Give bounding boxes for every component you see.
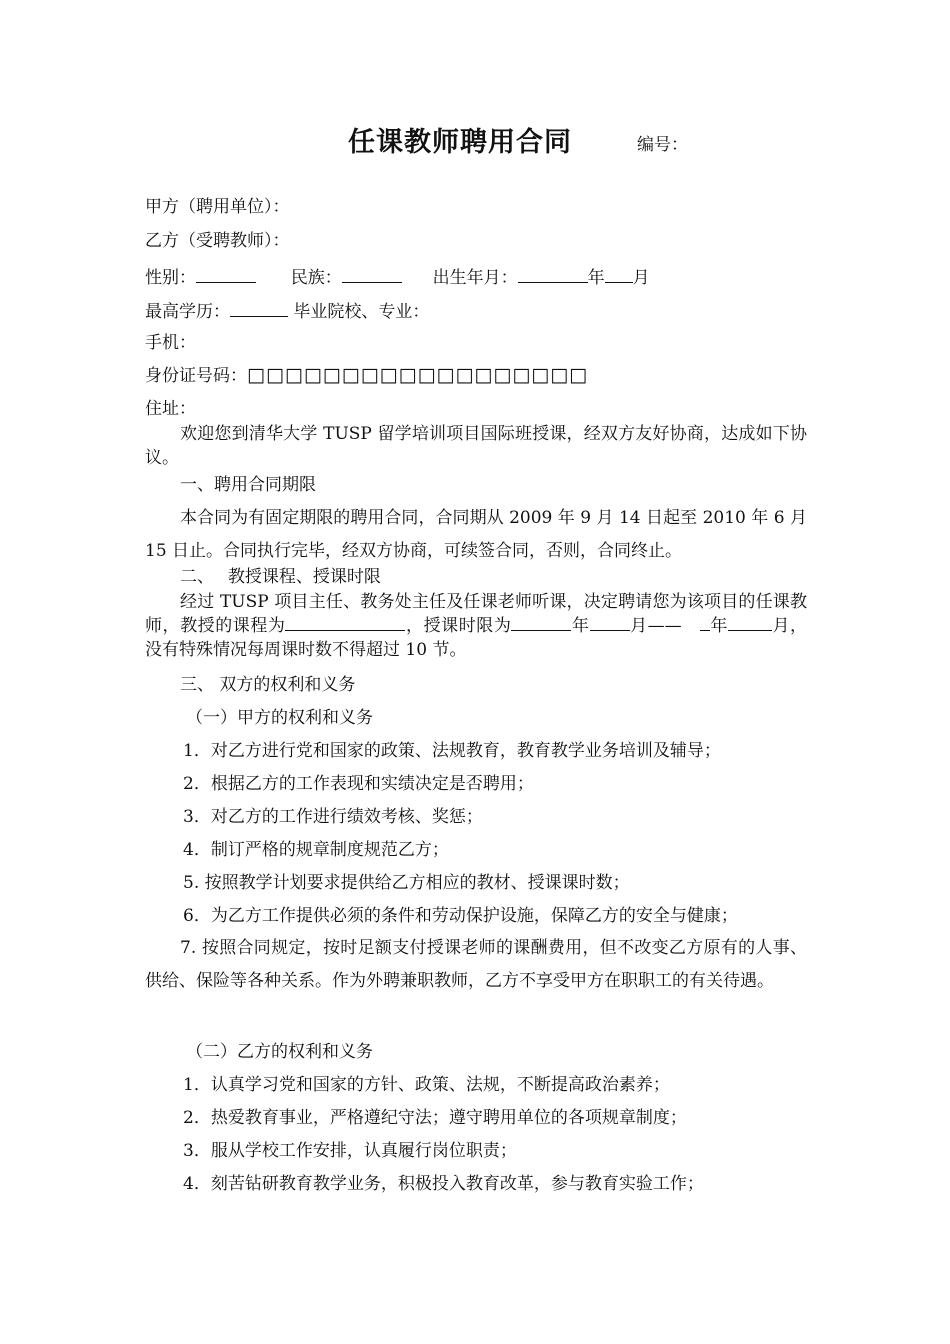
id-number-boxes[interactable]: □□□□□□□□□□□□□□□□□□ [247,364,589,386]
id-line [145,364,588,387]
end-year-blank[interactable] [700,614,710,631]
address-line: 住址： [145,399,196,419]
birth-year-blank[interactable] [518,264,588,283]
section2-title: 二、 教授课程、授课时限 [180,567,381,587]
a-item-1: 1．对乙方进行党和国家的政策、法规教育，教育教学业务培训及辅导； [183,741,721,761]
gender-blank[interactable] [196,264,256,283]
a-item-3: 3．对乙方的工作进行绩效考核、奖惩； [183,807,483,827]
start-month-blank[interactable] [590,614,630,631]
birth-label: 出生年月： [432,268,518,288]
a-item-2: 2．根据乙方的工作表现和实绩决定是否聘用； [183,774,534,794]
intro-paragraph: 欢迎您到清华大学 TUSP 留学培训项目国际班授课，经双方友好协商，达成如下协议。 [145,424,807,468]
b-item-4: 4．刻苦钻研教育教学业务，积极投入教育改革，参与教育实验工作； [183,1174,704,1194]
start-year-blank[interactable] [511,614,571,631]
section2-text-d: 月，没有特殊情况每周课时数不得超过 10 节。 [145,616,808,660]
a-item-4: 4．制订严格的规章制度规范乙方； [183,840,449,860]
phone-line: 手机： [145,333,196,353]
party-a-line: 甲方（聘用单位）： [145,197,290,217]
document-title: 任课教师聘用合同 [348,127,572,158]
id-label: 身份证号码： [145,366,247,386]
end-month-blank[interactable] [728,614,772,631]
section2-text-b: ，授课时限为 [405,616,512,636]
education-label: 最高学历： [145,302,230,322]
b-item-3: 3．服从学校工作安排，认真履行岗位职责； [183,1141,517,1161]
education-line [145,298,429,323]
section1-body: 本合同为有固定期限的聘用合同，合同期从 2009 年 9 月 14 日起至 2010 年 6 月 15 日止。合同执行完毕，经双方协商，可续签合同，否则，合同终止。 [145,508,807,561]
section2-body [145,590,807,662]
course-blank[interactable] [285,614,405,631]
personal-info-line [145,264,650,289]
b-item-1: 1．认真学习党和国家的方针、政策、法规，不断提高政治素养； [183,1075,670,1095]
education-blank[interactable] [230,298,288,317]
year-char: 年 [587,268,605,288]
b-item-2: 2．热爱教育事业，严格遵纪守法；遵守聘用单位的各项规章制度； [183,1108,687,1128]
birth-month-blank[interactable] [605,264,633,283]
contract-number-label: 编号： [637,135,688,155]
ethnicity-blank[interactable] [342,264,402,283]
section1-title: 一、聘用合同期限 [180,475,316,495]
month-char: 月 [632,268,650,288]
section2-year-2: 年 [709,616,728,636]
section2-text-c: 月—— [629,616,682,636]
school-label: 毕业院校、专业： [293,302,430,322]
a-item-5: 5. 按照教学计划要求提供给乙方相应的教材、授课课时数； [183,873,630,893]
section3-title: 三、 双方的权利和义务 [180,675,356,695]
ethnicity-label: 民族： [290,268,342,288]
sub1-title: （一）甲方的权利和义务 [186,708,373,728]
a-item-6: 6．为乙方工作提供必须的条件和劳动保护设施，保障乙方的安全与健康； [183,906,738,926]
gender-label: 性别： [145,268,196,288]
a-item-7: 7. 按照合同规定，按时足额支付授课老师的课酬费用，但不改变乙方原有的人事、供给、保险等各种关系。作为外聘兼职教师，乙方不享受甲方在职职工的有关待遇。 [145,938,807,991]
party-b-line: 乙方（受聘教师）： [145,231,290,251]
section2-text-a: 经过 TUSP 项目主任、教务处主任及任课老师听课，决定聘请您为该项目的任课教师，教授的课程为 [145,592,807,636]
sub2-title: （二）乙方的权利和义务 [186,1042,373,1062]
section2-year-1: 年 [571,616,590,636]
